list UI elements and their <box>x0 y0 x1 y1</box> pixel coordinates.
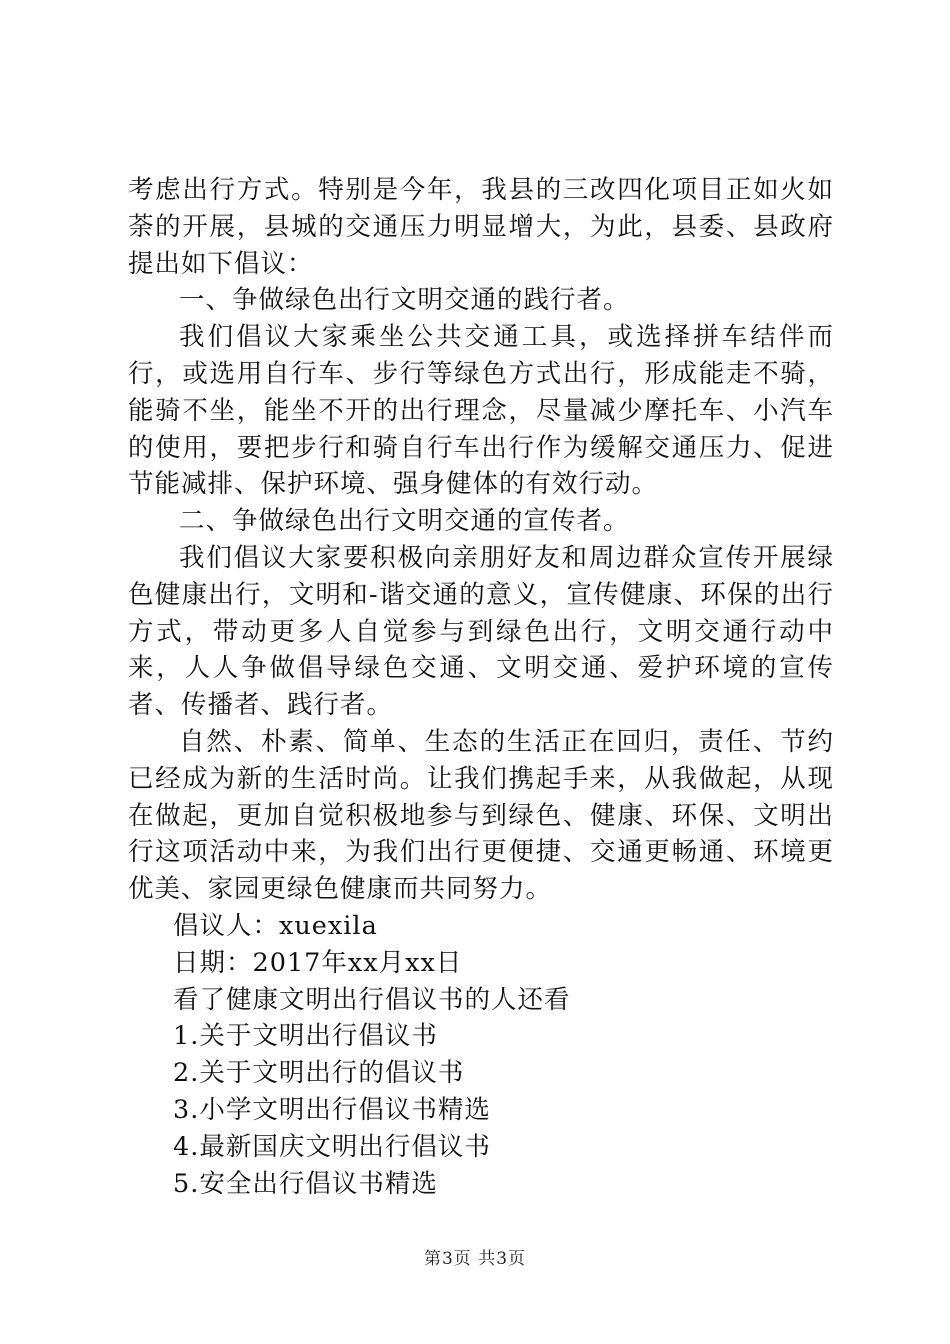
related-item[interactable]: 5.安全出行倡议书精选 <box>173 1168 438 1199</box>
date-line: 日期：2017年xx月xx日 <box>173 947 463 978</box>
related-heading: 看了健康文明出行倡议书的人还看 <box>173 984 571 1015</box>
paragraph-advocacy: 我们倡议大家要积极向亲朋好友和周边群众宣传开展绿色健康出行，文明和-谐交通的意义，宣传健康、环保的出行方式，带动更多人自觉参与到绿色出行，文明交通行动中来，人人争做倡导绿色交通、文明交通、爱护环境的宣传者、传播者、践行者。 <box>128 542 834 721</box>
related-item[interactable]: 4.最新国庆文明出行倡议书 <box>173 1131 491 1162</box>
paragraph-closing: 自然、朴素、简单、生态的生活正在回归，责任、节约已经成为新的生活时尚。让我们携起手来，从我做起，从现在做起，更加自觉积极地参与到绿色、健康、环保、文明出行这项活动中来，为我们出行更便捷、交通更畅通、环境更优美、家园更绿色健康而共同努力。 <box>128 726 834 905</box>
page-number-footer: 第3页 共3页 <box>423 1249 527 1269</box>
related-item[interactable]: 3.小学文明出行倡议书精选 <box>173 1094 491 1125</box>
paragraph-continuation: 考虑出行方式。特别是今年，我县的三改四化项目正如火如荼的开展，县城的交通压力明显增大，为此，县委、县政府提出如下倡议： <box>128 175 834 279</box>
related-item[interactable]: 1.关于文明出行倡议书 <box>173 1021 438 1052</box>
related-item[interactable]: 2.关于文明出行的倡议书 <box>173 1058 465 1089</box>
section-heading-advocate: 二、争做绿色出行文明交通的宣传者。 <box>179 506 630 537</box>
document-body <box>128 172 834 1202</box>
paragraph-green-travel: 我们倡议大家乘坐公共交通工具，或选择拼车结伴而行，或选用自行车、步行等绿色方式出行，形成能走不骑，能骑不坐，能坐不开的出行理念，尽量减少摩托车、小汽车的使用，要把步行和骑自行车出行作为缓解交通压力、促进节能减排、保护环境、强身健体的有效行动。 <box>128 322 834 500</box>
proposer-line: 倡议人：xuexila <box>173 910 378 941</box>
section-heading-practitioner: 一、争做绿色出行文明交通的践行者。 <box>179 285 630 316</box>
